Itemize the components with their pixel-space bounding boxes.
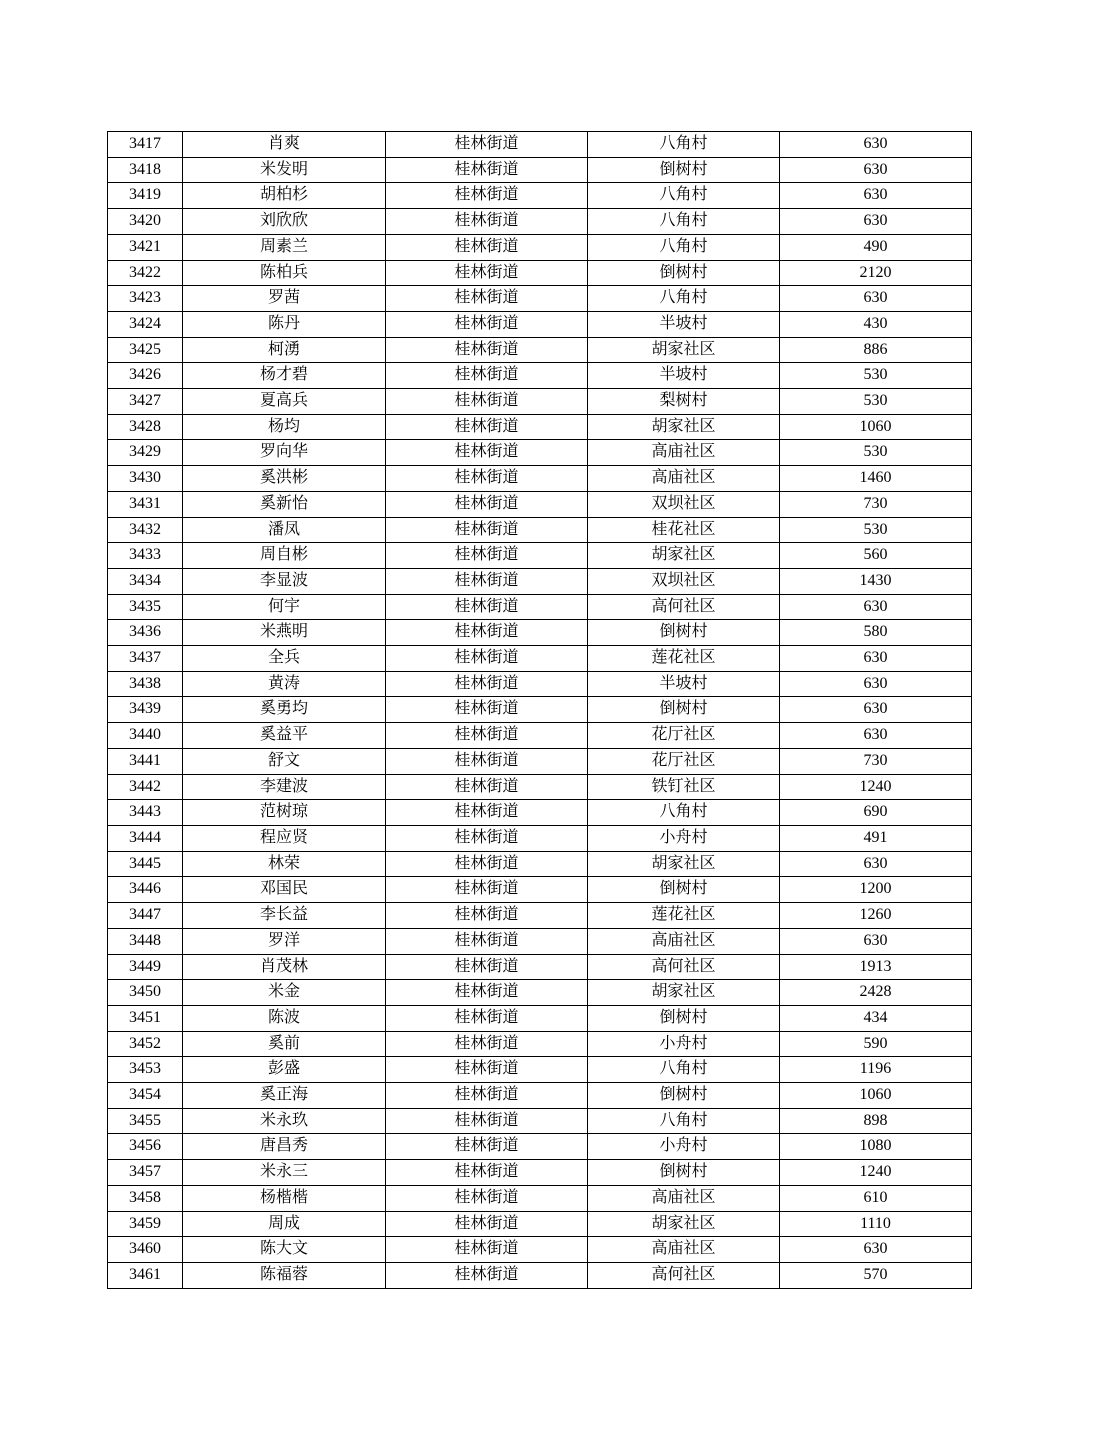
table-row: [108, 466, 972, 492]
cell-community: 半坡村: [588, 671, 780, 697]
cell-street: 桂林街道: [386, 234, 588, 260]
cell-amount: 690: [780, 800, 972, 826]
table-row: [108, 1083, 972, 1109]
cell-serial: 3445: [108, 851, 183, 877]
cell-serial: 3417: [108, 132, 183, 158]
cell-name: 范树琼: [183, 800, 386, 826]
table-row: [108, 440, 972, 466]
cell-serial: 3455: [108, 1108, 183, 1134]
cell-serial: 3461: [108, 1262, 183, 1288]
cell-street: 桂林街道: [386, 954, 588, 980]
cell-amount: 630: [780, 928, 972, 954]
cell-community: 八角村: [588, 286, 780, 312]
cell-name: 奚洪彬: [183, 466, 386, 492]
cell-serial: 3447: [108, 903, 183, 929]
cell-community: 倒树村: [588, 260, 780, 286]
table-row: [108, 877, 972, 903]
cell-serial: 3456: [108, 1134, 183, 1160]
table-row: [108, 311, 972, 337]
table-row: [108, 286, 972, 312]
cell-amount: 570: [780, 1262, 972, 1288]
table-row: [108, 517, 972, 543]
cell-amount: 2428: [780, 980, 972, 1006]
cell-serial: 3432: [108, 517, 183, 543]
cell-street: 桂林街道: [386, 260, 588, 286]
cell-street: 桂林街道: [386, 800, 588, 826]
cell-amount: 730: [780, 491, 972, 517]
table-row: [108, 954, 972, 980]
cell-street: 桂林街道: [386, 517, 588, 543]
cell-serial: 3422: [108, 260, 183, 286]
cell-serial: 3427: [108, 389, 183, 415]
cell-street: 桂林街道: [386, 183, 588, 209]
cell-amount: 1200: [780, 877, 972, 903]
cell-street: 桂林街道: [386, 389, 588, 415]
benefit-table: [107, 131, 972, 1289]
cell-street: 桂林街道: [386, 157, 588, 183]
cell-name: 陈波: [183, 1005, 386, 1031]
cell-serial: 3441: [108, 748, 183, 774]
cell-name: 李显波: [183, 568, 386, 594]
cell-name: 罗洋: [183, 928, 386, 954]
cell-amount: 530: [780, 517, 972, 543]
cell-name: 潘凤: [183, 517, 386, 543]
cell-community: 高何社区: [588, 1262, 780, 1288]
cell-amount: 530: [780, 389, 972, 415]
cell-amount: 898: [780, 1108, 972, 1134]
cell-name: 全兵: [183, 646, 386, 672]
cell-serial: 3449: [108, 954, 183, 980]
cell-community: 高庙社区: [588, 466, 780, 492]
cell-serial: 3460: [108, 1237, 183, 1263]
cell-community: 半坡村: [588, 311, 780, 337]
cell-name: 周素兰: [183, 234, 386, 260]
table-row: [108, 260, 972, 286]
cell-name: 杨楷楷: [183, 1185, 386, 1211]
cell-amount: 1460: [780, 466, 972, 492]
cell-amount: 1240: [780, 774, 972, 800]
cell-name: 肖爽: [183, 132, 386, 158]
cell-amount: 1913: [780, 954, 972, 980]
cell-street: 桂林街道: [386, 1005, 588, 1031]
cell-community: 双坝社区: [588, 491, 780, 517]
table-row: [108, 851, 972, 877]
cell-serial: 3444: [108, 825, 183, 851]
cell-serial: 3421: [108, 234, 183, 260]
cell-street: 桂林街道: [386, 980, 588, 1006]
cell-serial: 3451: [108, 1005, 183, 1031]
table-row: [108, 183, 972, 209]
cell-name: 夏高兵: [183, 389, 386, 415]
cell-community: 高庙社区: [588, 440, 780, 466]
cell-community: 八角村: [588, 800, 780, 826]
cell-street: 桂林街道: [386, 1083, 588, 1109]
cell-street: 桂林街道: [386, 1057, 588, 1083]
table-row: [108, 234, 972, 260]
table-row: [108, 671, 972, 697]
cell-community: 倒树村: [588, 157, 780, 183]
cell-community: 倒树村: [588, 620, 780, 646]
cell-name: 奚新怡: [183, 491, 386, 517]
cell-name: 林荣: [183, 851, 386, 877]
cell-amount: 630: [780, 646, 972, 672]
cell-serial: 3418: [108, 157, 183, 183]
cell-amount: 630: [780, 157, 972, 183]
cell-serial: 3424: [108, 311, 183, 337]
cell-serial: 3440: [108, 723, 183, 749]
cell-street: 桂林街道: [386, 1237, 588, 1263]
cell-serial: 3419: [108, 183, 183, 209]
cell-street: 桂林街道: [386, 723, 588, 749]
cell-name: 程应贤: [183, 825, 386, 851]
cell-serial: 3448: [108, 928, 183, 954]
cell-name: 陈柏兵: [183, 260, 386, 286]
cell-community: 胡家社区: [588, 414, 780, 440]
table-row: [108, 774, 972, 800]
cell-community: 高庙社区: [588, 1237, 780, 1263]
cell-amount: 630: [780, 209, 972, 235]
cell-community: 莲花社区: [588, 646, 780, 672]
cell-serial: 3450: [108, 980, 183, 1006]
cell-community: 小舟村: [588, 1031, 780, 1057]
table-row: [108, 543, 972, 569]
cell-amount: 434: [780, 1005, 972, 1031]
cell-serial: 3454: [108, 1083, 183, 1109]
cell-serial: 3430: [108, 466, 183, 492]
cell-name: 陈大文: [183, 1237, 386, 1263]
cell-name: 舒文: [183, 748, 386, 774]
cell-community: 倒树村: [588, 697, 780, 723]
cell-amount: 2120: [780, 260, 972, 286]
cell-amount: 630: [780, 1237, 972, 1263]
cell-street: 桂林街道: [386, 1031, 588, 1057]
cell-serial: 3457: [108, 1160, 183, 1186]
table-row: [108, 1005, 972, 1031]
cell-amount: 630: [780, 183, 972, 209]
cell-community: 莲花社区: [588, 903, 780, 929]
cell-community: 八角村: [588, 1108, 780, 1134]
cell-community: 桂花社区: [588, 517, 780, 543]
cell-street: 桂林街道: [386, 1262, 588, 1288]
cell-community: 花厅社区: [588, 723, 780, 749]
cell-name: 陈丹: [183, 311, 386, 337]
cell-street: 桂林街道: [386, 851, 588, 877]
cell-name: 黄涛: [183, 671, 386, 697]
cell-name: 米金: [183, 980, 386, 1006]
cell-community: 倒树村: [588, 1083, 780, 1109]
cell-community: 八角村: [588, 1057, 780, 1083]
cell-community: 倒树村: [588, 877, 780, 903]
cell-street: 桂林街道: [386, 928, 588, 954]
cell-street: 桂林街道: [386, 209, 588, 235]
cell-name: 肖茂林: [183, 954, 386, 980]
cell-community: 八角村: [588, 183, 780, 209]
cell-name: 米发明: [183, 157, 386, 183]
cell-community: 小舟村: [588, 1134, 780, 1160]
cell-name: 李长益: [183, 903, 386, 929]
table-row: [108, 800, 972, 826]
table-row: [108, 697, 972, 723]
cell-street: 桂林街道: [386, 774, 588, 800]
cell-street: 桂林街道: [386, 748, 588, 774]
cell-amount: 630: [780, 594, 972, 620]
cell-name: 奚勇均: [183, 697, 386, 723]
cell-community: 胡家社区: [588, 1211, 780, 1237]
cell-community: 胡家社区: [588, 337, 780, 363]
cell-amount: 530: [780, 363, 972, 389]
cell-serial: 3434: [108, 568, 183, 594]
cell-street: 桂林街道: [386, 466, 588, 492]
cell-amount: 1110: [780, 1211, 972, 1237]
cell-street: 桂林街道: [386, 620, 588, 646]
cell-community: 双坝社区: [588, 568, 780, 594]
cell-community: 胡家社区: [588, 543, 780, 569]
cell-amount: 1060: [780, 1083, 972, 1109]
cell-street: 桂林街道: [386, 1134, 588, 1160]
cell-amount: 1080: [780, 1134, 972, 1160]
cell-community: 高庙社区: [588, 928, 780, 954]
cell-community: 半坡村: [588, 363, 780, 389]
cell-amount: 1240: [780, 1160, 972, 1186]
cell-name: 李建波: [183, 774, 386, 800]
cell-serial: 3436: [108, 620, 183, 646]
cell-serial: 3423: [108, 286, 183, 312]
table-row: [108, 723, 972, 749]
cell-street: 桂林街道: [386, 363, 588, 389]
table-row: [108, 1262, 972, 1288]
table-row: [108, 594, 972, 620]
cell-name: 罗茜: [183, 286, 386, 312]
cell-community: 八角村: [588, 132, 780, 158]
cell-street: 桂林街道: [386, 543, 588, 569]
cell-street: 桂林街道: [386, 877, 588, 903]
cell-amount: 630: [780, 723, 972, 749]
table-row: [108, 1134, 972, 1160]
cell-amount: 630: [780, 851, 972, 877]
cell-serial: 3442: [108, 774, 183, 800]
table-row: [108, 568, 972, 594]
cell-serial: 3428: [108, 414, 183, 440]
cell-amount: 630: [780, 671, 972, 697]
cell-serial: 3437: [108, 646, 183, 672]
cell-name: 奚前: [183, 1031, 386, 1057]
cell-serial: 3420: [108, 209, 183, 235]
cell-street: 桂林街道: [386, 1108, 588, 1134]
cell-community: 高庙社区: [588, 1185, 780, 1211]
cell-name: 奚益平: [183, 723, 386, 749]
cell-street: 桂林街道: [386, 414, 588, 440]
table-row: [108, 980, 972, 1006]
cell-community: 倒树村: [588, 1005, 780, 1031]
cell-street: 桂林街道: [386, 646, 588, 672]
table-row: [108, 620, 972, 646]
cell-serial: 3438: [108, 671, 183, 697]
cell-street: 桂林街道: [386, 1160, 588, 1186]
cell-amount: 630: [780, 286, 972, 312]
cell-street: 桂林街道: [386, 491, 588, 517]
cell-name: 邓国民: [183, 877, 386, 903]
cell-amount: 580: [780, 620, 972, 646]
cell-street: 桂林街道: [386, 825, 588, 851]
cell-serial: 3435: [108, 594, 183, 620]
cell-community: 胡家社区: [588, 851, 780, 877]
table-row: [108, 363, 972, 389]
cell-amount: 630: [780, 132, 972, 158]
cell-street: 桂林街道: [386, 132, 588, 158]
cell-name: 胡柏杉: [183, 183, 386, 209]
cell-street: 桂林街道: [386, 697, 588, 723]
table-row: [108, 1108, 972, 1134]
table-row: [108, 1185, 972, 1211]
table-row: [108, 414, 972, 440]
cell-serial: 3458: [108, 1185, 183, 1211]
cell-street: 桂林街道: [386, 1185, 588, 1211]
cell-amount: 1260: [780, 903, 972, 929]
table-row: [108, 825, 972, 851]
cell-serial: 3426: [108, 363, 183, 389]
cell-street: 桂林街道: [386, 903, 588, 929]
cell-name: 杨均: [183, 414, 386, 440]
cell-community: 八角村: [588, 209, 780, 235]
cell-community: 花厅社区: [588, 748, 780, 774]
cell-amount: 590: [780, 1031, 972, 1057]
cell-name: 陈福蓉: [183, 1262, 386, 1288]
table-row: [108, 646, 972, 672]
cell-amount: 1060: [780, 414, 972, 440]
cell-name: 刘欣欣: [183, 209, 386, 235]
cell-name: 彭盛: [183, 1057, 386, 1083]
cell-amount: 560: [780, 543, 972, 569]
cell-street: 桂林街道: [386, 1211, 588, 1237]
table-row: [108, 1211, 972, 1237]
cell-community: 八角村: [588, 234, 780, 260]
table-row: [108, 1237, 972, 1263]
cell-amount: 1430: [780, 568, 972, 594]
table-row: [108, 928, 972, 954]
cell-name: 周成: [183, 1211, 386, 1237]
cell-name: 米永玖: [183, 1108, 386, 1134]
cell-street: 桂林街道: [386, 594, 588, 620]
cell-community: 倒树村: [588, 1160, 780, 1186]
cell-amount: 530: [780, 440, 972, 466]
cell-community: 胡家社区: [588, 980, 780, 1006]
cell-serial: 3452: [108, 1031, 183, 1057]
table-row: [108, 1031, 972, 1057]
cell-street: 桂林街道: [386, 671, 588, 697]
cell-community: 高何社区: [588, 954, 780, 980]
cell-name: 米永三: [183, 1160, 386, 1186]
table-row: [108, 903, 972, 929]
cell-street: 桂林街道: [386, 311, 588, 337]
cell-amount: 886: [780, 337, 972, 363]
cell-community: 梨树村: [588, 389, 780, 415]
cell-serial: 3433: [108, 543, 183, 569]
cell-name: 杨才碧: [183, 363, 386, 389]
cell-community: 小舟村: [588, 825, 780, 851]
cell-street: 桂林街道: [386, 286, 588, 312]
cell-name: 唐昌秀: [183, 1134, 386, 1160]
cell-amount: 430: [780, 311, 972, 337]
cell-serial: 3459: [108, 1211, 183, 1237]
cell-name: 柯湧: [183, 337, 386, 363]
cell-name: 何宇: [183, 594, 386, 620]
table-row: [108, 491, 972, 517]
cell-amount: 730: [780, 748, 972, 774]
cell-serial: 3425: [108, 337, 183, 363]
cell-community: 高何社区: [588, 594, 780, 620]
table-row: [108, 132, 972, 158]
cell-street: 桂林街道: [386, 568, 588, 594]
cell-name: 米燕明: [183, 620, 386, 646]
table-body: [108, 132, 972, 1289]
cell-name: 周自彬: [183, 543, 386, 569]
table-row: [108, 389, 972, 415]
cell-amount: 630: [780, 697, 972, 723]
cell-serial: 3431: [108, 491, 183, 517]
cell-amount: 1196: [780, 1057, 972, 1083]
cell-street: 桂林街道: [386, 337, 588, 363]
table-row: [108, 1160, 972, 1186]
cell-serial: 3429: [108, 440, 183, 466]
table-row: [108, 748, 972, 774]
cell-serial: 3439: [108, 697, 183, 723]
table-row: [108, 337, 972, 363]
cell-name: 罗向华: [183, 440, 386, 466]
cell-name: 奚正海: [183, 1083, 386, 1109]
table-row: [108, 1057, 972, 1083]
cell-serial: 3446: [108, 877, 183, 903]
table-row: [108, 157, 972, 183]
cell-serial: 3453: [108, 1057, 183, 1083]
cell-street: 桂林街道: [386, 440, 588, 466]
table-row: [108, 209, 972, 235]
cell-amount: 610: [780, 1185, 972, 1211]
cell-community: 铁钉社区: [588, 774, 780, 800]
cell-serial: 3443: [108, 800, 183, 826]
cell-amount: 491: [780, 825, 972, 851]
cell-amount: 490: [780, 234, 972, 260]
